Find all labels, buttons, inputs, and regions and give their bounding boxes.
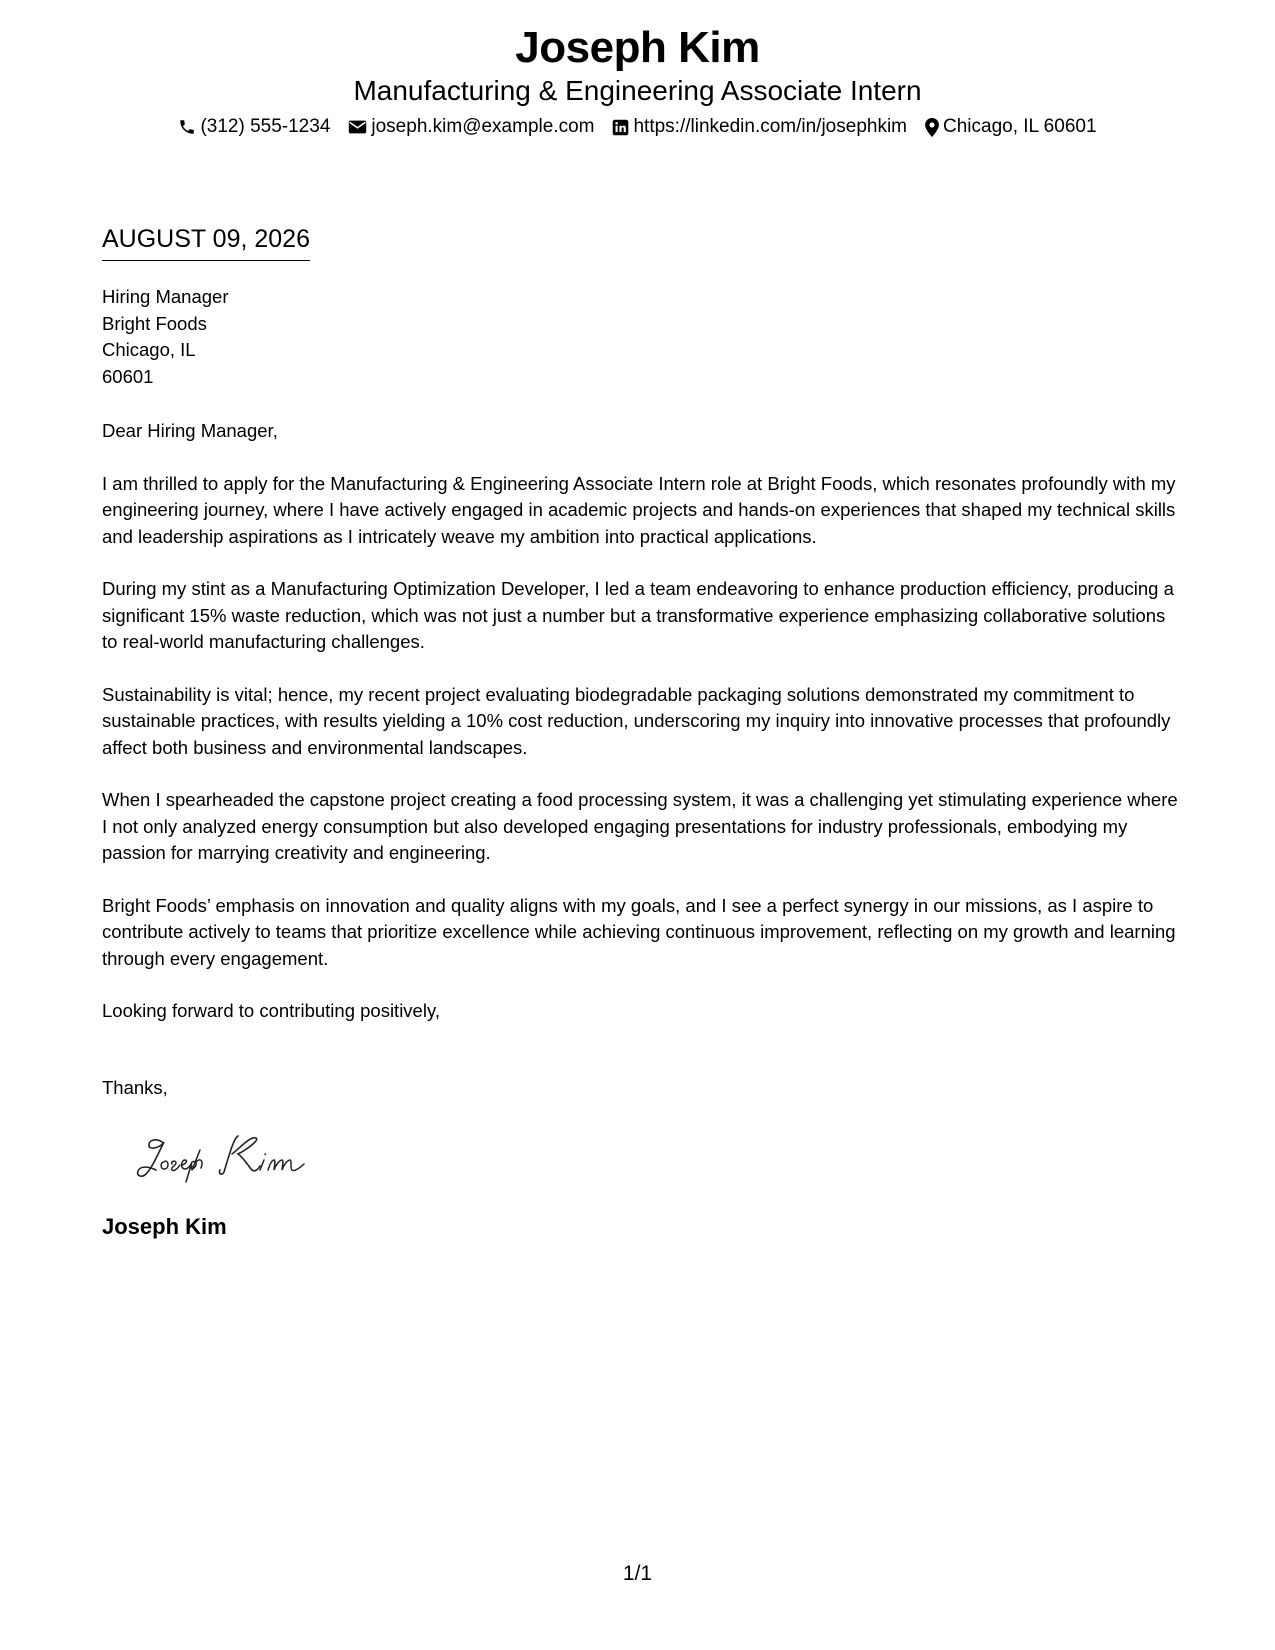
letter-date: AUGUST 09, 2026	[102, 224, 310, 261]
letter-header	[0, 22, 1275, 140]
letter-body	[102, 418, 1182, 1051]
handwritten-signature	[134, 1128, 334, 1189]
envelope-icon	[348, 119, 367, 135]
paragraph: Looking forward to contributing positively,	[102, 1000, 440, 1021]
contact-bar	[0, 114, 1275, 140]
recipient-address	[102, 284, 228, 390]
recipient-title: Hiring Manager	[102, 286, 229, 307]
linkedin-text[interactable]: https://linkedin.com/in/josephkim	[633, 116, 907, 137]
recipient-zip: 60601	[102, 365, 154, 387]
map-pin-icon	[925, 118, 939, 137]
signer-name: Joseph Kim	[102, 1214, 227, 1239]
recipient-company: Bright Foods	[102, 312, 207, 334]
linkedin-icon	[612, 119, 629, 136]
contact-linkedin[interactable]	[612, 114, 907, 140]
phone-icon	[178, 118, 196, 136]
applicant-role: Manufacturing & Engineering Associate Intern	[353, 75, 922, 106]
recipient-city: Chicago, IL	[102, 339, 196, 360]
contact-phone	[178, 114, 330, 140]
closing: Thanks,	[102, 1077, 168, 1098]
paragraph: When I spearheaded the capstone project creating a food processing system, it was a challenging yet stimulating experience where I not only analyzed energy consumption but also developed engaging presentations for industry professionals, embodying my passion for marrying creativity and engineering.	[102, 789, 1178, 863]
date-block	[102, 224, 310, 261]
paragraph: Sustainability is vital; hence, my recent project evaluating biodegradable packaging solutions demonstrated my commitment to sustainable practices, with results yielding a 10% cost reduction, underscoring my inquiry into innovative processes that profoundly affect both business and environmental landscapes.	[102, 683, 1171, 758]
location-text: Chicago, IL 60601	[943, 116, 1097, 137]
salutation: Dear Hiring Manager,	[102, 420, 278, 441]
phone-text: (312) 555-1234	[200, 116, 331, 137]
email-text[interactable]: joseph.kim@example.com	[371, 116, 595, 137]
page-number: 1/1	[622, 1562, 653, 1585]
paragraph: Bright Foods’ emphasis on innovation and quality aligns with my goals, and I see a perfect synergy in our missions, as I aspire to contribute actively to teams that prioritize excellence while achieving continuous improvement, reflecting on my growth and learning through every engagement.	[102, 894, 1176, 969]
paragraph: I am thrilled to apply for the Manufacturing & Engineering Associate Intern role at Bright Foods, which resonates profoundly with my engineering journey, where I have actively engaged in academic projects and hands-on experiences that shaped my technical skills and leadership aspirations as I intricately weave my ambition into practical applications.	[102, 472, 1176, 547]
paragraph: During my stint as a Manufacturing Optimization Developer, I led a team endeavoring to enhance production efficiency, producing a significant 15% waste reduction, which was not just a number but a transformative experience emphasizing collaborative solutions to real-world manufacturing challenges.	[102, 578, 1174, 652]
contact-email[interactable]	[348, 114, 594, 140]
contact-location	[925, 114, 1097, 140]
applicant-name: Joseph Kim	[515, 23, 760, 72]
